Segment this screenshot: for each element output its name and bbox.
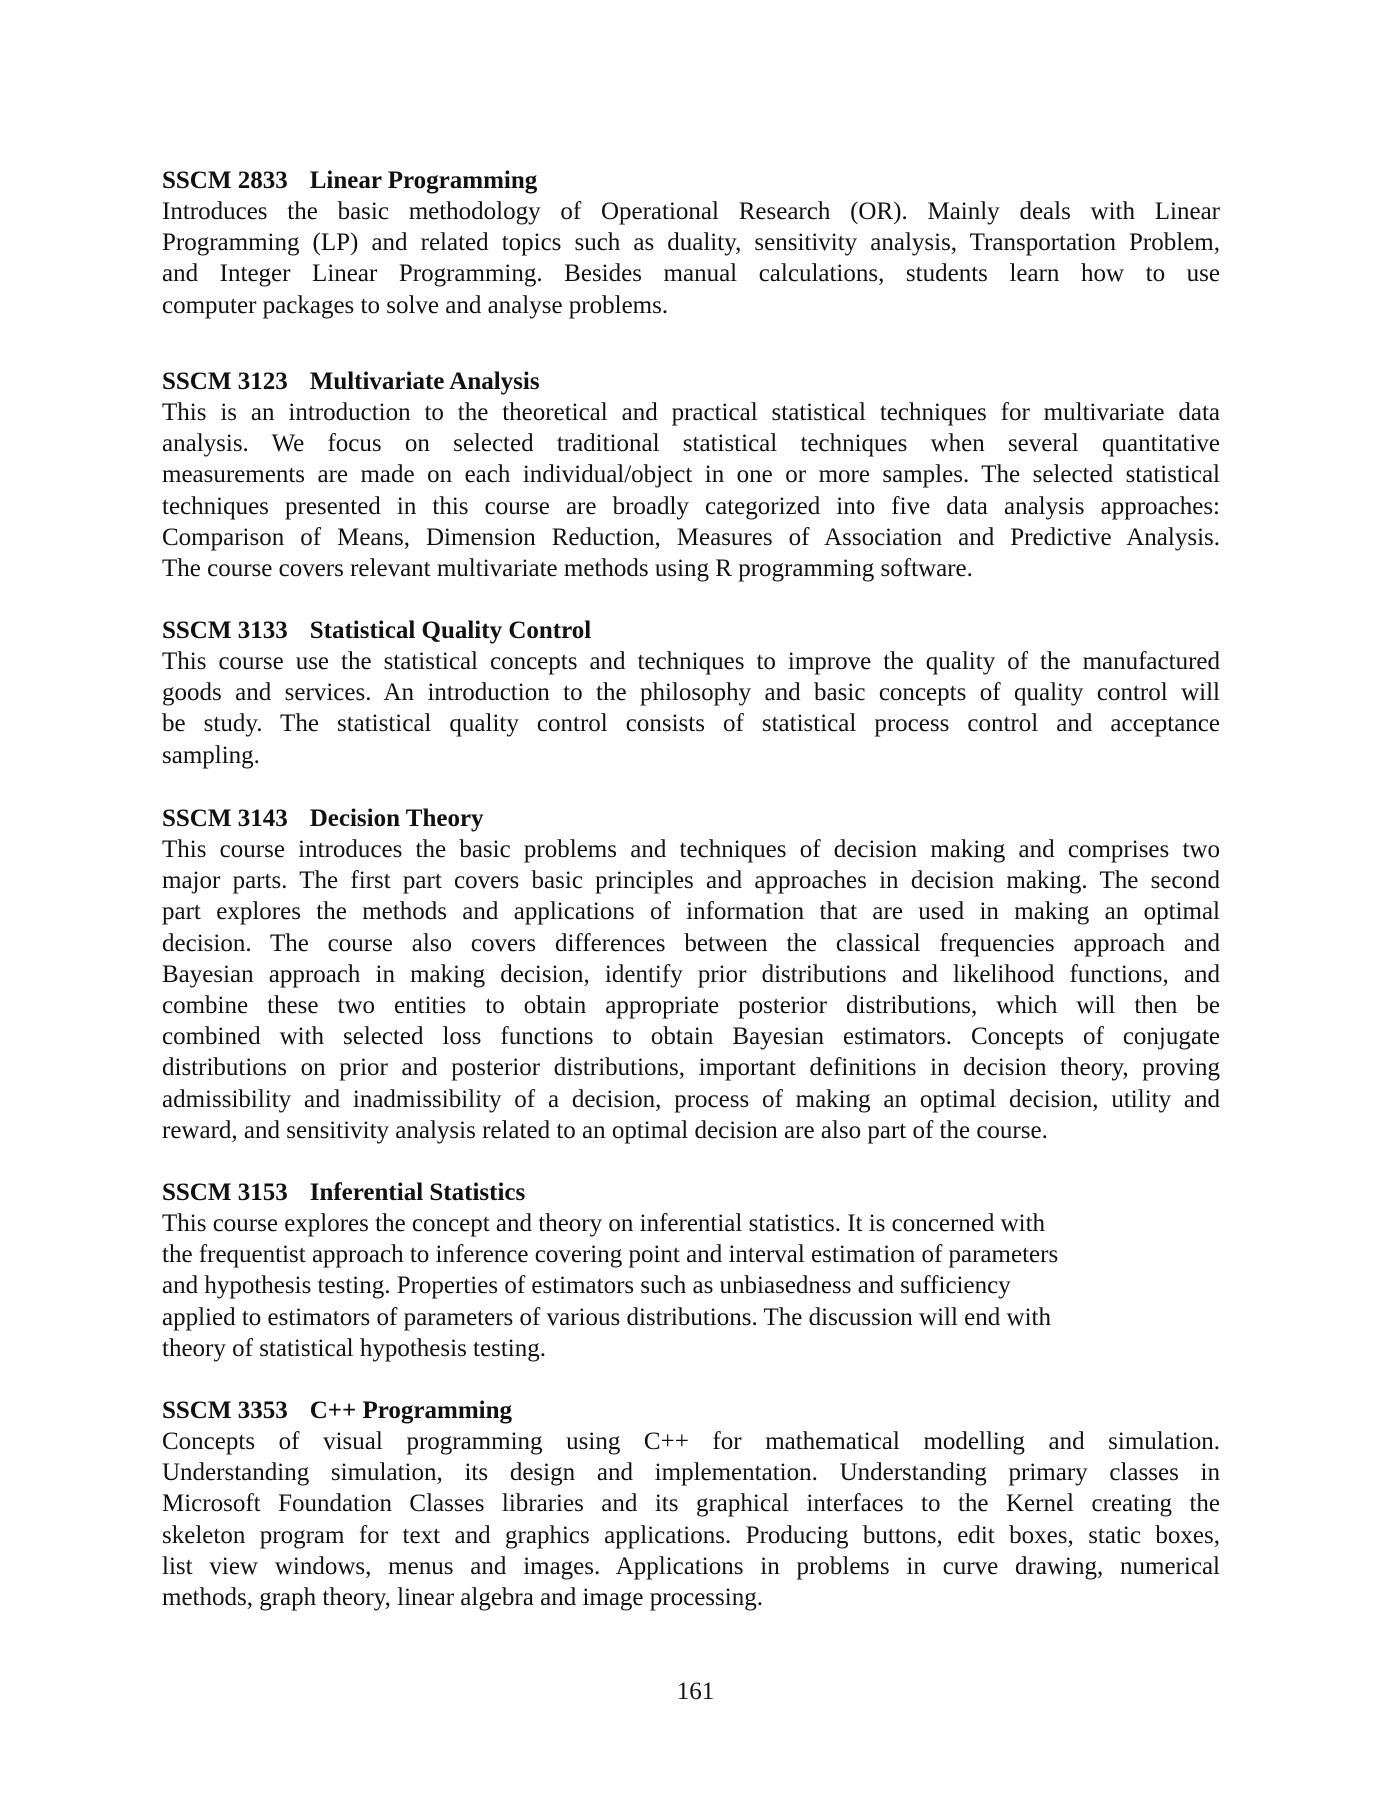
description-line: methods, graph theory, linear algebra and image processing. — [162, 1584, 763, 1612]
page-number: 161 — [676, 1678, 715, 1705]
course-code: SSCM 3153 — [162, 1179, 288, 1206]
description-line: the frequentist approach to inference covering point and interval estimation of parameters — [162, 1241, 1059, 1269]
description-line: distributions on prior and posterior distributions, important definitions in decision theory, proving — [162, 1054, 1220, 1082]
description-line: Understanding simulation, its design and implementation. Understanding primary classes in — [162, 1459, 1220, 1487]
description-line: This course use the statistical concepts and techniques to improve the quality of the manufactured — [162, 648, 1220, 675]
course-title: Statistical Quality Control — [309, 617, 592, 644]
course-title: Decision Theory — [309, 805, 484, 832]
course-section — [162, 1395, 1220, 1613]
description-line: analysis. We focus on selected traditional statistical techniques when several quantitative — [162, 430, 1220, 458]
description-line: Programming (LP) and related topics such as duality, sensitivity analysis, Transportation Problem, — [162, 229, 1220, 257]
course-section — [162, 1177, 1220, 1364]
course-section — [162, 366, 1220, 584]
description-line: This is an introduction to the theoretical and practical statistical techniques for multivariate data — [162, 399, 1220, 426]
description-line: Microsoft Foundation Classes libraries and its graphical interfaces to the Kernel creating the — [162, 1490, 1220, 1518]
description-line: be study. The statistical quality control consists of statistical process control and acceptance — [162, 710, 1220, 738]
course-code: SSCM 3143 — [162, 805, 288, 832]
description-line: computer packages to solve and analyse problems. — [162, 291, 669, 319]
description-line: skeleton program for text and graphics applications. Producing buttons, edit boxes, static boxes, — [162, 1521, 1220, 1549]
course-heading — [162, 366, 1220, 397]
course-title: Inferential Statistics — [309, 1179, 526, 1206]
course-code: SSCM 2833 — [162, 167, 288, 194]
description-line: combined with selected loss functions to obtain Bayesian estimators. Concepts of conjugate — [162, 1023, 1220, 1051]
description-line: theory of statistical hypothesis testing. — [162, 1334, 546, 1362]
course-heading — [162, 615, 1220, 646]
description-line: techniques presented in this course are broadly categorized into five data analysis approaches: — [162, 492, 1220, 520]
description-line: decision. The course also covers differences between the classical frequencies approach and — [162, 929, 1220, 957]
description-line: This course introduces the basic problems and techniques of decision making and comprises two — [162, 836, 1220, 863]
description-line: sampling. — [162, 741, 260, 769]
description-line: list view windows, menus and images. Applications in problems in curve drawing, numerical — [162, 1552, 1220, 1580]
course-code: SSCM 3123 — [162, 368, 288, 395]
description-line: Comparison of Means, Dimension Reduction, Measures of Association and Predictive Analysis. — [162, 523, 1220, 551]
course-heading — [162, 1395, 1220, 1426]
course-title: Multivariate Analysis — [309, 368, 540, 395]
course-heading — [162, 1177, 1220, 1208]
description-line: and Integer Linear Programming. Besides manual calculations, students learn how to use — [162, 260, 1220, 288]
description-line: measurements are made on each individual/object in one or more samples. The selected statistical — [162, 461, 1220, 489]
course-section — [162, 165, 1220, 321]
course-heading — [162, 165, 1220, 196]
description-line: goods and services. An introduction to the philosophy and basic concepts of quality control will — [162, 679, 1220, 707]
course-section — [162, 615, 1220, 771]
description-line: Bayesian approach in making decision, identify prior distributions and likelihood functions, and — [162, 960, 1220, 988]
course-title: C++ Programming — [309, 1397, 513, 1424]
course-code: SSCM 3133 — [162, 617, 288, 644]
description-line: This course explores the concept and theory on inferential statistics. It is concerned with — [162, 1210, 1046, 1237]
description-line: applied to estimators of parameters of various distributions. The discussion will end with — [162, 1303, 1051, 1331]
description-line: part explores the methods and applications of information that are used in making an optimal — [162, 898, 1220, 926]
description-line: combine these two entities to obtain appropriate posterior distributions, which will then be — [162, 992, 1220, 1020]
description-line: reward, and sensitivity analysis related to an optimal decision are also part of the course. — [162, 1116, 1048, 1144]
description-line: and hypothesis testing. Properties of estimators such as unbiasedness and sufficiency — [162, 1272, 1011, 1300]
description-line: Introduces the basic methodology of Operational Research (OR). Mainly deals with Linear — [162, 198, 1220, 225]
description-line: Concepts of visual programming using C++ for mathematical modelling and simulation. — [162, 1428, 1220, 1455]
description-line: The course covers relevant multivariate methods using R programming software. — [162, 555, 973, 583]
description-line: major parts. The first part covers basic principles and approaches in decision making. The second — [162, 867, 1220, 895]
description-line: admissibility and inadmissibility of a decision, process of making an optimal decision, utility and — [162, 1085, 1220, 1113]
course-title: Linear Programming — [309, 167, 538, 194]
course-code: SSCM 3353 — [162, 1397, 288, 1424]
course-heading — [162, 803, 1220, 834]
course-section — [162, 803, 1220, 1146]
